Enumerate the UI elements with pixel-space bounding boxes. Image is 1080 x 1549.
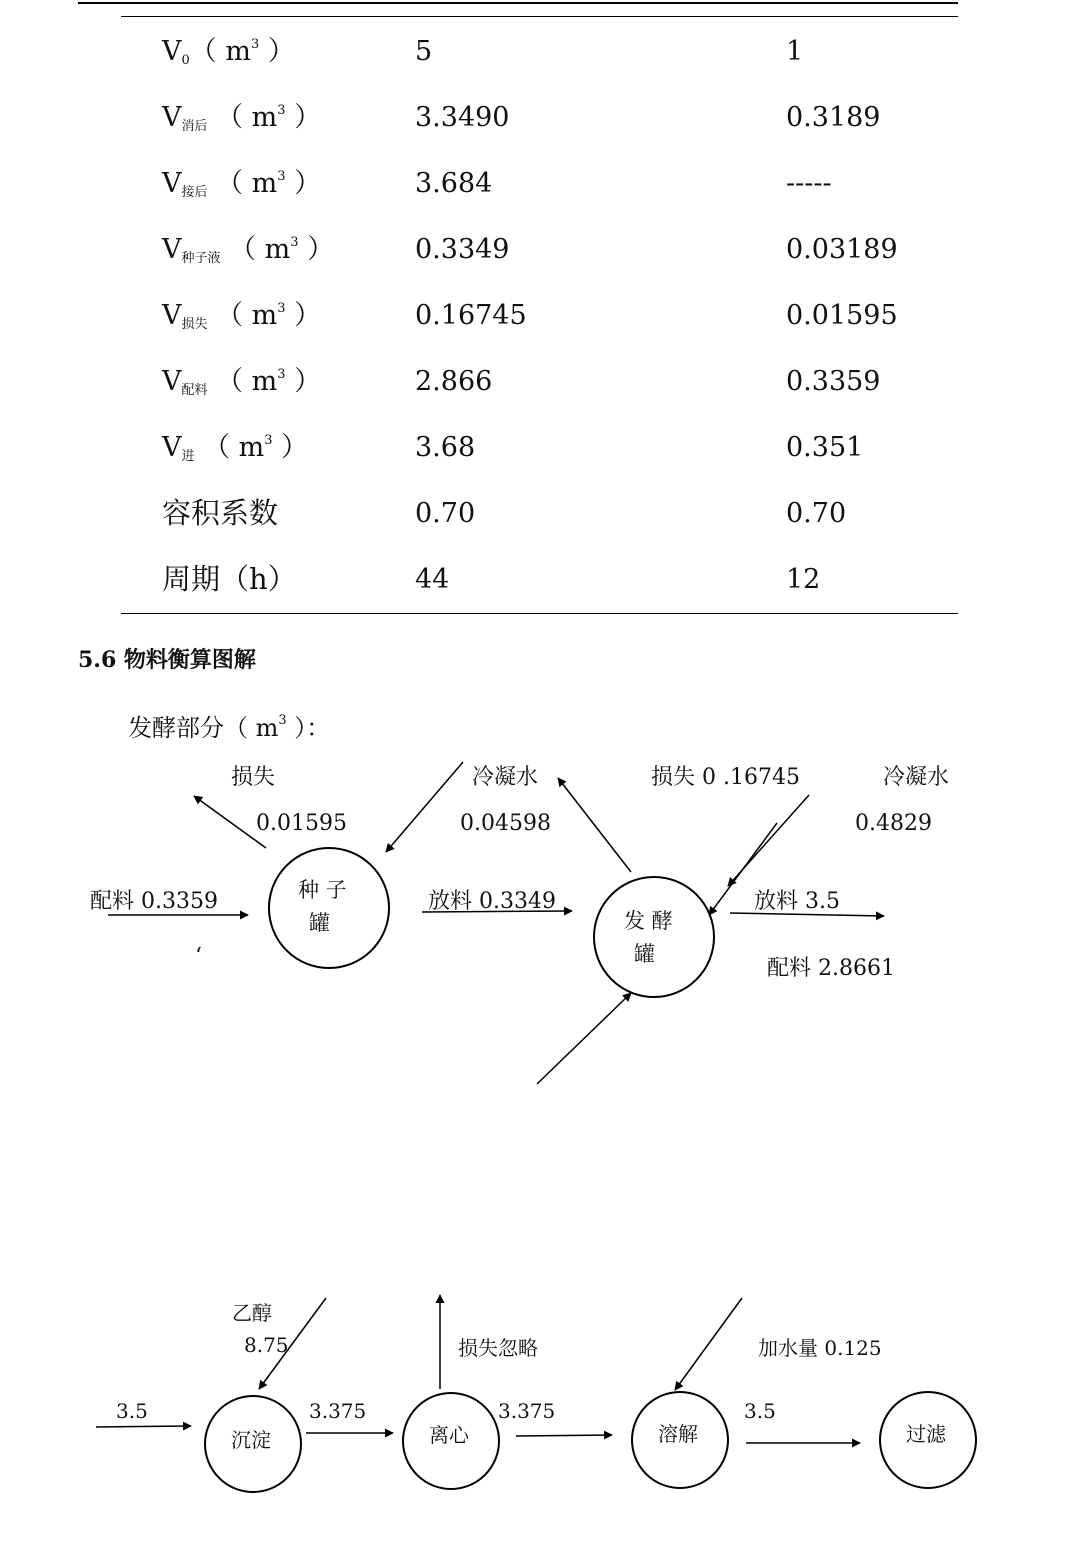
seed-condensate-label: 冷凝水: [472, 765, 539, 790]
table-row-label: $V_{种子液}$ （ $m^3$ ）: [162, 234, 335, 266]
centrifuge-to-dissolve-arrow: [516, 1435, 612, 1436]
ferm-loss-label: 损失 0 .16745: [651, 765, 800, 790]
input-arrow: [96, 1426, 191, 1427]
fermentation-tank-node: [594, 877, 714, 997]
table-cell-value: 3.684: [415, 168, 493, 199]
table-cell-value: 5: [415, 36, 433, 67]
table-cell-value: 0.3189: [786, 102, 881, 133]
table-cell-value: 0.70: [786, 498, 847, 529]
table-cell-value: 0.3349: [415, 234, 510, 265]
table-row-label: $V_进$ （ $m^3$ ）: [162, 432, 309, 464]
centrifuge-to-dissolve-label: 3.375: [498, 1399, 556, 1423]
precipitation-text: 沉淀: [231, 1428, 271, 1452]
table-cell-value: 0.03189: [786, 234, 898, 265]
ferm-discharge-label: 放料 3.5: [754, 889, 840, 914]
table-row-label: 周期（h）: [162, 562, 297, 596]
ferm-tank-text-line2: 罐: [634, 942, 655, 966]
table-cell-value: 12: [786, 564, 821, 595]
water-label: 加水量 0.125: [758, 1336, 882, 1360]
table-row-label: $V_0$（ $m^3$ ）: [162, 36, 295, 68]
ferm-condensate-label: 冷凝水: [883, 765, 950, 790]
ferm-feed-label: 配料 2.8661: [767, 956, 895, 981]
section-heading: 5.6 物料衡算图解: [78, 647, 256, 673]
table-cell-value: 0.351: [786, 432, 864, 463]
table-row-label: $V_{损失}$ （ $m^3$ ）: [162, 300, 322, 332]
table-row-label: $V_{接后}$ （ $m^3$ ）: [162, 168, 322, 200]
seed-condensate-arrow: [386, 762, 463, 852]
ferm-condensate-value: 0.4829: [855, 811, 932, 836]
water-arrow: [675, 1298, 742, 1390]
dissolve-text: 溶解: [658, 1422, 698, 1446]
centrifuge-text: 离心: [429, 1423, 469, 1447]
ferm-bottom-feed-arrow: [537, 993, 631, 1084]
table-cell-value: 0.01595: [786, 300, 898, 331]
table-cell-value: 44: [415, 564, 450, 595]
table-row-label: 容积系数: [162, 496, 279, 530]
seed-loss-value: 0.01595: [256, 811, 347, 836]
table-cell-value: -----: [786, 168, 832, 199]
precip-to-centrifuge-label: 3.375: [309, 1399, 367, 1423]
table-cell-value: 2.866: [415, 366, 493, 397]
table-cell-value: 3.68: [415, 432, 476, 463]
ethanol-value: 8.75: [244, 1333, 289, 1357]
dissolve-to-filter-label: 3.5: [744, 1399, 776, 1423]
table-cell-value: 0.16745: [415, 300, 527, 331]
table-cell-value: 3.3490: [415, 102, 510, 133]
ferm-condensate-out-arrow: [558, 778, 631, 872]
seed-tank-text-line1: 种 子: [298, 878, 347, 902]
loss-label: 损失忽略: [458, 1336, 538, 1360]
table-cell-value: 0.3359: [786, 366, 881, 397]
table-row-label: $V_{配料}$ （ $m^3$ ）: [162, 366, 322, 398]
stray-mark: ‘: [195, 944, 202, 969]
seed-discharge-label: 放料 0.3349: [428, 889, 556, 914]
seed-tank-text-line2: 罐: [309, 911, 330, 935]
input-value-label: 3.5: [116, 1399, 148, 1423]
ethanol-label: 乙醇: [232, 1301, 272, 1325]
seed-condensate-value: 0.04598: [460, 811, 551, 836]
seed-feed-label: 配料 0.3359: [90, 889, 218, 914]
table-cell-value: 1: [786, 36, 804, 67]
seed-loss-label: 损失: [231, 765, 276, 790]
table-row-label: $V_{消后}$ （ $m^3$ ）: [162, 102, 322, 134]
filter-text: 过滤: [906, 1422, 946, 1446]
table-cell-value: 0.70: [415, 498, 476, 529]
ferm-tank-text-line1: 发 酵: [624, 909, 673, 933]
section-subheading: 发酵部分（ $m^3$ ）：: [128, 713, 331, 742]
